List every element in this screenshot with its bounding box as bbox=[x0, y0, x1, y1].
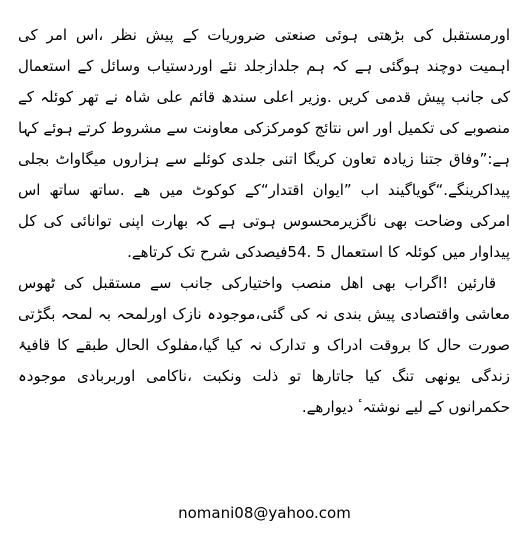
text-line: امرکی وضاحت بھی ناگزیرمحسوس ہوتی ہے کہ بھارت اپنی توانائی کی کل bbox=[18, 212, 510, 230]
text-line: زندگی یونھی تنگ کیا جاتارھا تو ذلت ونکبت ،ناکامی اوربربادی موجودہ bbox=[18, 367, 510, 385]
text-line: منصوبے کی تکمیل اور اس نتائج کومرکزکی معاونت سے مشروط کرتے ہوئے کہا bbox=[18, 119, 510, 137]
text-line: قارئین !اگراب بھی اھل منصب واختیارکی جانب سے مستقبل کی ٹھوس bbox=[18, 274, 496, 292]
text-line: اہمیت دوچند ہوگئی ہے کہ ہم جلدازجلد نئے اوردستیاب وسائل کے استعمال bbox=[18, 57, 510, 75]
author-email: nomani08@yahoo.com bbox=[178, 504, 351, 522]
article-body bbox=[18, 20, 510, 423]
text-line: کی جانب پیش قدمی کریں .وزیر اعلی سندھ قائم علی شاہ نے تھر کوئلہ کے bbox=[18, 88, 510, 106]
paragraph-1 bbox=[18, 20, 510, 268]
text-line: صورت حال کا بروقت ادراک و تدارک نہ کیا گیا،مفلوک الحال طبقے کا قافیۂ bbox=[18, 336, 510, 354]
text-line: پیداکرینگے.“گویاگیند اب ”ایوان اقتدار“کے کوکوٹ میں ھے .ساتھ ساتھ اس bbox=[18, 181, 510, 199]
paragraph-2 bbox=[18, 268, 510, 423]
text-line: پیداوار میں کوئلہ کا استعمال 5 .54فیصدکی شرح تک کرتاھے. bbox=[127, 243, 510, 261]
text-line: ہے:”وفاق جتنا زیادہ تعاون کریگا اتنی جلدی کوئلے سے ہزاروں میگاواٹ بجلی bbox=[18, 150, 510, 168]
text-line: اورمستقبل کی بڑھتی ہوئی صنعتی ضروریات کے پیش نظر ،اس امر کی bbox=[18, 26, 510, 44]
text-line: حکمرانوں کے لیے نوشتہٴ دیوارھے. bbox=[301, 398, 510, 416]
text-line: معاشی واقتصادی پیش بندی نہ کی گئی،موجودہ نازک اورلمحہ بہ لمحہ بگڑتی bbox=[18, 305, 510, 323]
